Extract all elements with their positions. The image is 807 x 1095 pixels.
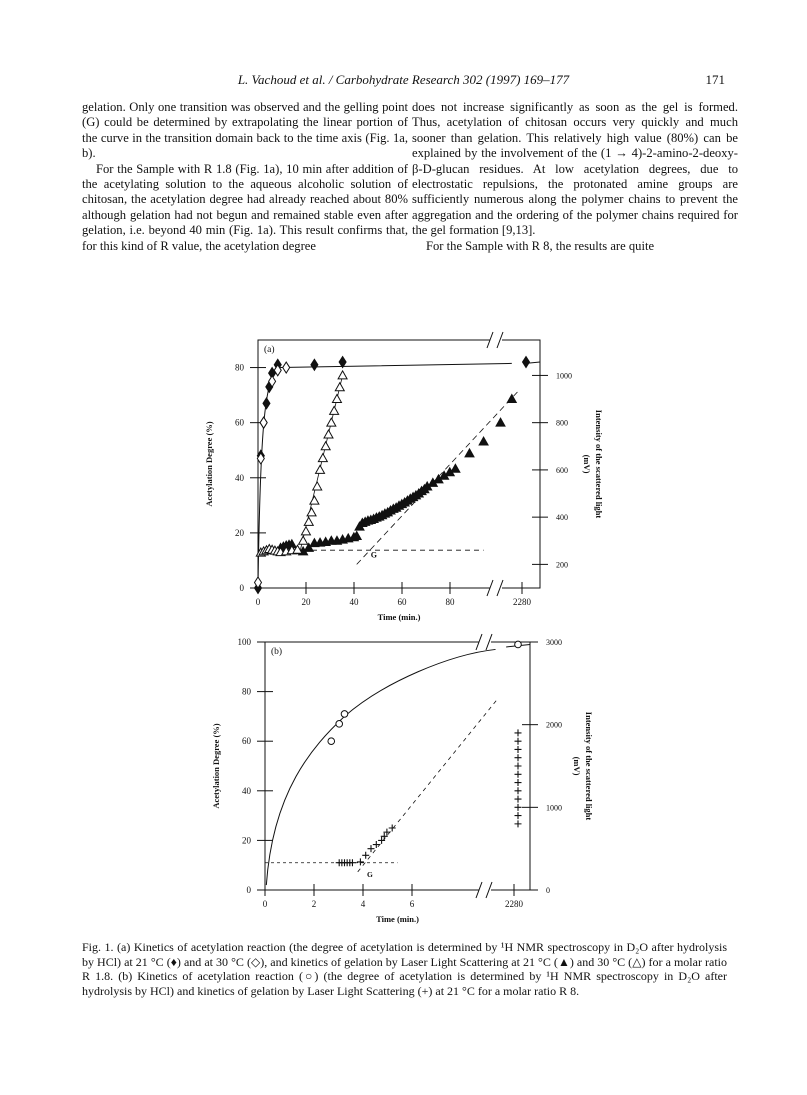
x-tick-label: 20	[301, 597, 311, 607]
y2-tick-label: 200	[556, 560, 568, 570]
page-number: 171	[705, 72, 725, 87]
x-tick-label: 40	[349, 597, 359, 607]
y2-tick-label: 0	[546, 886, 550, 895]
data-point	[368, 845, 375, 852]
y-tick-label: 60	[242, 736, 251, 747]
data-point	[310, 496, 319, 504]
paragraph: gelation. Only one transition was observed and the gelling point (G) could be determined by extrapolating the linear portion of the curve in the transition domain back to the time axis (Fig. 1a, b).	[82, 100, 408, 161]
data-point	[307, 508, 316, 516]
right-column	[412, 100, 738, 254]
data-point	[515, 746, 522, 753]
data-point	[330, 406, 339, 414]
x-tick-label: 0	[262, 899, 268, 909]
data-point	[328, 738, 335, 745]
fit-curve	[258, 363, 512, 588]
data-point	[515, 796, 522, 803]
data-point	[523, 357, 530, 368]
data-point	[465, 449, 474, 457]
data-point	[515, 729, 522, 736]
y-tick-label: 80	[242, 686, 251, 697]
fit-curve	[261, 375, 343, 552]
data-point	[515, 787, 522, 794]
x-tick-label: 6	[409, 899, 415, 909]
chart-panel-b	[211, 634, 594, 924]
data-point	[311, 359, 318, 370]
y2-axis-title: Intensity of the scattered light	[594, 409, 604, 519]
y-tick-label: 40	[235, 472, 244, 483]
series-open-triangle	[256, 371, 347, 556]
data-point	[373, 841, 380, 848]
data-point	[451, 464, 460, 472]
y-tick-label: 100	[237, 637, 251, 647]
y2-tick-label: 800	[556, 418, 568, 428]
y-axis-title: Acetylation Degree (%)	[211, 723, 221, 809]
left-column	[82, 100, 408, 254]
data-point	[336, 721, 343, 728]
x-tick-label: 2280	[513, 597, 531, 607]
data-point	[283, 362, 290, 373]
y2-tick-label: 400	[556, 513, 568, 523]
data-point	[335, 383, 344, 391]
y2-axis-title: Intensity of the scattered light	[584, 711, 594, 821]
y-tick-label: 80	[235, 362, 244, 373]
y-tick-label: 0	[239, 583, 244, 593]
data-point	[362, 852, 369, 859]
data-point	[304, 517, 313, 525]
x-tick-label: 60	[397, 597, 407, 607]
x-axis-title: Time (min.)	[376, 914, 419, 924]
data-point	[515, 820, 522, 827]
panel-label: (a)	[264, 345, 275, 355]
y2-tick-label: 2000	[546, 720, 562, 730]
data-point	[263, 398, 270, 409]
y2-axis-unit: (mV)	[582, 454, 592, 474]
series-filled-diamond	[255, 357, 530, 594]
data-point	[327, 418, 336, 426]
y-tick-label: 0	[246, 885, 251, 895]
paragraph: does not increase significantly as soon as the gel is formed. Thus, acetylation of chitosan occurs very quickly and much sooner than gelation. This relatively high value (80%) can be explained by the involvement of the (1 → 4)-2-amino-2-deoxy-β-D-glucan residues. At low acetylation degrees, due to electrostatic repulsions, the protonated amine groups are sufficiently numerous along the polymer chains to prevent the aggregation and the ordering of the polymer chains required for the gel formation [9,13].	[412, 100, 738, 238]
data-point	[260, 417, 267, 428]
figure-1	[0, 330, 807, 930]
running-title: L. Vachoud et al. / Carbohydrate Research 302 (1997) 169–177	[237, 72, 570, 87]
x-tick-label: 4	[360, 899, 366, 909]
y-tick-label: 20	[235, 527, 244, 538]
data-point	[341, 711, 348, 718]
data-point	[496, 418, 505, 426]
gel-point-label: G	[367, 869, 373, 879]
chart-panel-a	[204, 332, 604, 622]
series-plus	[336, 729, 522, 866]
data-point	[479, 437, 488, 445]
series-filled-triangle	[276, 395, 516, 555]
y-axis-title: Acetylation Degree (%)	[204, 421, 214, 507]
data-point	[515, 804, 522, 811]
data-point	[515, 738, 522, 745]
data-point	[357, 858, 364, 865]
data-point	[318, 454, 327, 462]
figure-caption: Fig. 1. (a) Kinetics of acetylation reaction (the degree of acetylation is determined by ¹H NMR spectroscopy in D₂O after hydrolysis by HCl) at 21 °C (♦) and at 30 °C (◇), and kinetics of gelation by Laser Light Scattering at 21 °C (▲) and 30 °C (△) for a molar ratio R 1.8. (b) Kinetics of acetylation reaction (○) (the degree of acetylation is determined by ¹H NMR spectroscopy in D₂O after hydrolysis by HCl) and kinetics of gelation by Laser Light Scattering (+) at 21 °C for a molar ratio R 8.	[82, 940, 727, 998]
series-open-circle	[328, 641, 521, 744]
y2-axis-unit: (mV)	[572, 756, 582, 776]
x-tick-label: 2280	[505, 899, 523, 909]
plot-frame	[265, 642, 530, 890]
y2-tick-label: 1000	[546, 803, 562, 813]
paragraph: For the Sample with R 1.8 (Fig. 1a), 10 min after addition of the acetylating solution to the aqueous alcoholic solution of chitosan, the acetylation degree had already reached about 80% although gelation had not begun and remained stable even after gelation, i.e. beyond 40 min (Fig. 1a). This result confirms that, for this kind of R value, the acetylation degree	[82, 161, 408, 253]
data-point	[301, 527, 310, 535]
x-tick-label: 0	[255, 597, 261, 607]
y-tick-label: 60	[235, 417, 244, 428]
y2-tick-label: 1000	[556, 371, 572, 381]
data-point	[515, 763, 522, 770]
x-tick-label: 2	[311, 899, 317, 909]
data-point	[321, 442, 330, 450]
panel-label: (b)	[271, 647, 283, 657]
data-point	[515, 754, 522, 761]
data-point	[316, 465, 325, 473]
gel-point-label: G	[370, 550, 378, 560]
data-point	[299, 536, 308, 544]
data-point	[332, 395, 341, 403]
extrapolation-dashed	[358, 698, 498, 872]
data-point	[515, 771, 522, 778]
data-point	[338, 371, 347, 379]
data-point	[507, 395, 516, 403]
y2-tick-label: 3000	[546, 638, 562, 647]
data-point	[324, 430, 333, 438]
y2-tick-label: 600	[556, 465, 568, 475]
data-point	[313, 482, 322, 490]
data-point	[515, 641, 522, 648]
data-point	[515, 812, 522, 819]
data-point	[515, 779, 522, 786]
data-point	[339, 357, 346, 368]
x-axis-title: Time (min.)	[377, 612, 421, 622]
data-point	[389, 825, 396, 832]
x-tick-label: 80	[445, 597, 455, 607]
y-tick-label: 20	[242, 835, 251, 846]
paragraph: For the Sample with R 8, the results are quite	[426, 238, 655, 253]
fit-curve	[266, 649, 495, 885]
running-head	[0, 70, 807, 90]
y-tick-label: 40	[242, 785, 251, 796]
